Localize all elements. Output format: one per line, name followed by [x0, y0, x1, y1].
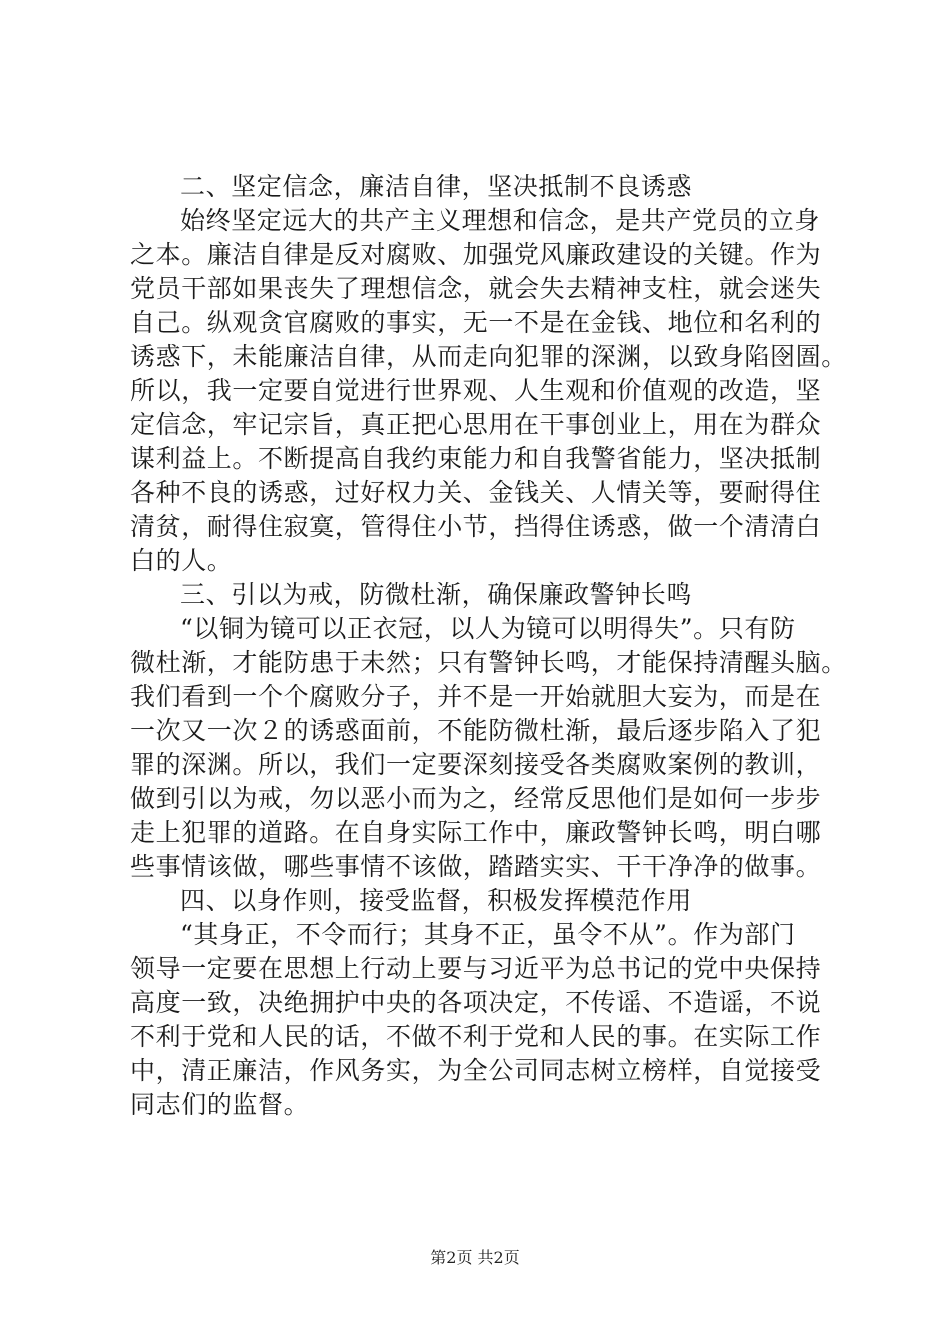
text-line: “以铜为镜可以正衣冠，以人为镜可以明得失”。只有防: [180, 614, 796, 643]
text-line: 始终坚定远大的共产主义理想和信念，是共产党员的立身: [180, 206, 821, 235]
text-line: 各种不良的诱惑，过好权力关、金钱关、人情关等，要耐得住: [130, 478, 822, 507]
text-line: 同志们的监督。: [130, 1090, 310, 1119]
text-line: 定信念，牢记宗旨，真正把心思用在干事创业上，用在为群众: [130, 410, 822, 439]
text-line: 白的人。: [130, 546, 233, 575]
text-line: 党员干部如果丧失了理想信念，就会失去精神支柱，就会迷失: [130, 274, 822, 303]
text-line: 中，清正廉洁，作风务实，为全公司同志树立榜样，自觉接受: [130, 1056, 822, 1085]
text-line: 谋利益上。不断提高自我约束能力和自我警省能力，坚决抵制: [130, 444, 822, 473]
text-line: 之本。廉洁自律是反对腐败、加强党风廉政建设的关键。作为: [130, 240, 822, 269]
text-line: 诱惑下，未能廉洁自律，从而走向犯罪的深渊，以致身陷囹圄。: [130, 342, 847, 371]
text-line: 我们看到一个个腐败分子，并不是一开始就胆大妄为，而是在: [130, 682, 822, 711]
text-line: 不利于党和人民的话，不做不利于党和人民的事。在实际工作: [130, 1022, 822, 1051]
document-body: [130, 170, 847, 1122]
text-line: 领导一定要在思想上行动上要与习近平为总书记的党中央保持: [130, 954, 822, 983]
text-line: 罪的深渊。所以，我们一定要深刻接受各类腐败案例的教训，: [130, 750, 822, 779]
page-footer: 第2页 共2页: [430, 1248, 520, 1267]
text-line: 自己。纵观贪官腐败的事实，无一不是在金钱、地位和名利的: [130, 308, 822, 337]
text-line: “其身正，不令而行；其身不正，虽令不从”。作为部门: [180, 920, 796, 949]
text-line: 些事情该做，哪些事情不该做，踏踏实实、干干净净的做事。: [130, 852, 822, 881]
text-line: 高度一致，决绝拥护中央的各项决定，不传谣、不造谣，不说: [130, 988, 822, 1017]
text-line: 二、坚定信念，廉洁自律，坚决抵制不良诱惑: [180, 172, 693, 201]
text-line: 一次又一次２的诱惑面前，不能防微杜渐，最后逐步陷入了犯: [130, 716, 822, 745]
text-line: 三、引以为戒，防微杜渐，确保廉政警钟长鸣: [180, 580, 693, 609]
text-line: 微杜渐，才能防患于未然；只有警钟长鸣，才能保持清醒头脑。: [130, 648, 847, 677]
text-line: 做到引以为戒，勿以恶小而为之，经常反思他们是如何一步步: [130, 784, 822, 813]
text-line: 四、以身作则，接受监督，积极发挥模范作用: [180, 886, 693, 915]
text-line: 所以，我一定要自觉进行世界观、人生观和价值观的改造，坚: [130, 376, 822, 405]
text-line: 走上犯罪的道路。在自身实际工作中，廉政警钟长鸣，明白哪: [130, 818, 822, 847]
text-line: 清贫，耐得住寂寞，管得住小节，挡得住诱惑，做一个清清白: [130, 512, 822, 541]
